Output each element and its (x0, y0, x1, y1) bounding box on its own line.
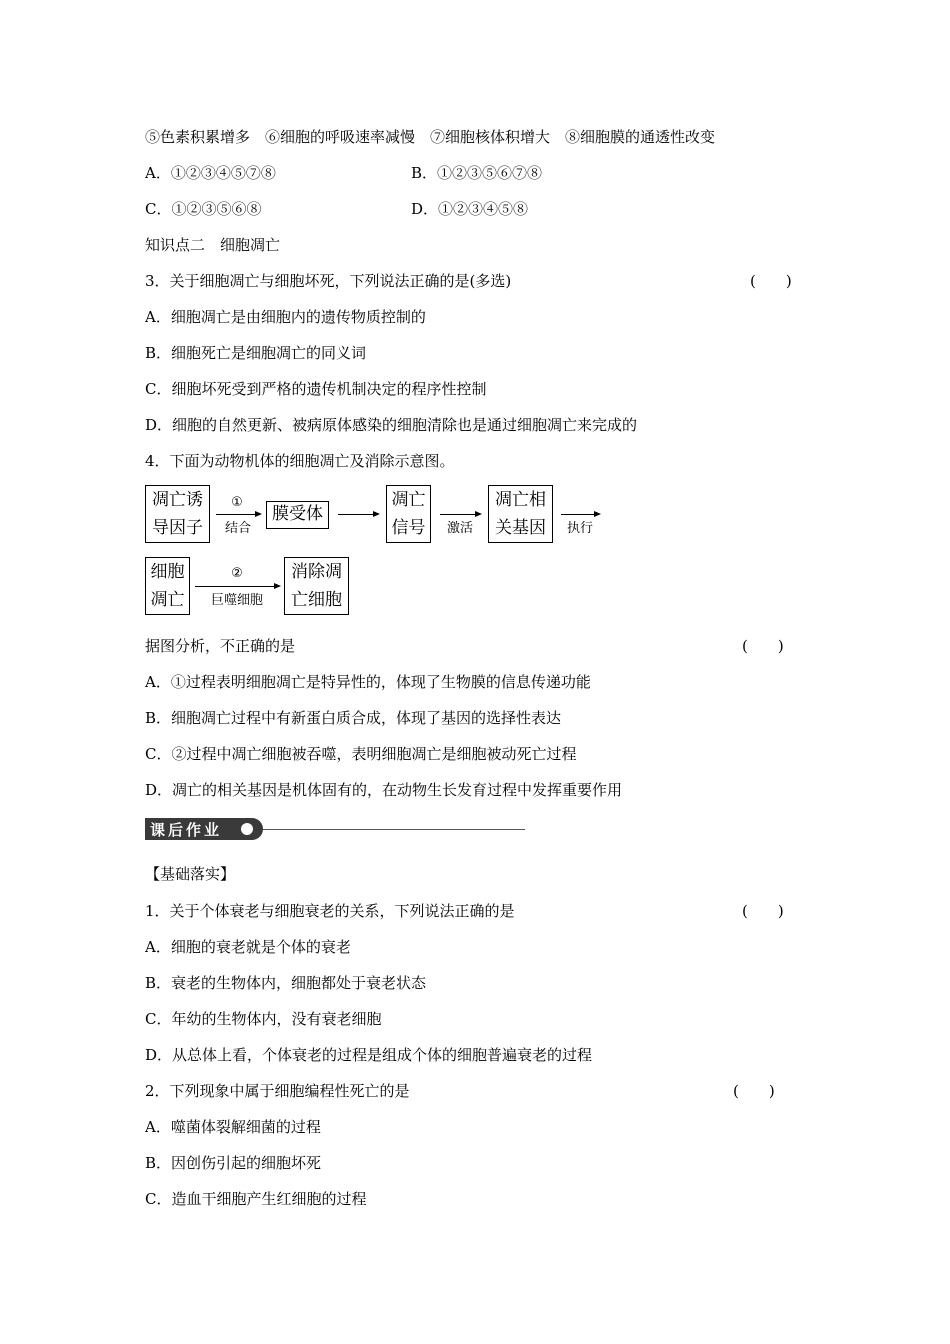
knowledge-point-heading: 知识点二 细胞凋亡 (145, 236, 281, 254)
q2-continued-items: ⑤色素积累增多 ⑥细胞的呼吸速率减慢 ⑦细胞核体积增大 ⑧细胞膜的通透性改变 (145, 128, 716, 146)
hw2-stem: 2．下列现象中属于细胞编程性死亡的是 (145, 1082, 410, 1100)
box-apoptosis-signal (386, 485, 431, 543)
arrow5-label-top: ② (231, 566, 243, 581)
q4-answer-paren: ( ) (742, 637, 784, 655)
hw2-option-a: A．噬菌体裂解细菌的过程 (145, 1118, 321, 1136)
arrow1-label-bottom: 结合 (224, 521, 251, 536)
box-apoptosis-inducer-line2: 导因子 (152, 518, 203, 538)
section-dot-icon (241, 823, 253, 835)
arrow3 (440, 514, 480, 515)
q3-option-b: B．细胞死亡是细胞凋亡的同义词 (145, 344, 367, 362)
q3-option-d: D．细胞的自然更新、被病原体感染的细胞清除也是通过细胞凋亡来完成的 (145, 416, 638, 434)
q3-stem: 3．关于细胞凋亡与细胞坏死，下列说法正确的是(多选) (145, 272, 512, 290)
box-apoptosis-genes-line2: 关基因 (495, 518, 546, 538)
box-cell-apoptosis (145, 557, 190, 615)
arrow3-label-bottom: 激活 (446, 521, 473, 536)
box-apoptosis-genes (488, 485, 553, 543)
arrow1 (216, 514, 260, 515)
arrow5-label-bottom: 巨噬细胞 (210, 593, 263, 608)
box-clear-apoptotic-cells-line2: 亡细胞 (291, 590, 342, 610)
section-title: 课后作业 (150, 821, 223, 839)
hw2-option-c: C．造血干细胞产生红细胞的过程 (145, 1190, 367, 1208)
hw1-stem: 1．关于个体衰老与细胞衰老的关系，下列说法正确的是 (145, 902, 515, 920)
arrow2 (338, 514, 378, 515)
arrow1-label-top: ① (231, 495, 243, 510)
q4-stem: 4．下面为动物机体的细胞凋亡及消除示意图。 (145, 452, 455, 470)
q2-option-d: D．①②③④⑤⑧ (411, 200, 529, 218)
box-membrane-receptor-label: 膜受体 (272, 504, 323, 524)
hw1-option-c: C．年幼的生物体内，没有衰老细胞 (145, 1010, 382, 1028)
q4-option-d: D．凋亡的相关基因是机体固有的，在动物生长发育过程中发挥重要作用 (145, 781, 623, 799)
q2-option-a: A．①②③④⑤⑦⑧ (145, 164, 276, 182)
q3-answer-paren: ( ) (750, 272, 792, 290)
q4-option-a: A．①过程表明细胞凋亡是特异性的，体现了生物膜的信息传递功能 (145, 673, 591, 691)
q2-option-b: B．①②③⑤⑥⑦⑧ (411, 164, 543, 182)
hw1-answer-paren: ( ) (742, 902, 784, 920)
box-clear-apoptotic-cells (284, 557, 349, 615)
q3-option-a: A．细胞凋亡是由细胞内的遗传物质控制的 (145, 308, 426, 326)
arrow4 (561, 514, 599, 515)
hw1-option-b: B．衰老的生物体内，细胞都处于衰老状态 (145, 974, 427, 992)
hw1-option-d: D．从总体上看，个体衰老的过程是组成个体的细胞普遍衰老的过程 (145, 1046, 593, 1064)
box-apoptosis-genes-line1: 凋亡相 (495, 490, 546, 510)
box-cell-apoptosis-line2: 凋亡 (150, 590, 185, 610)
q4-option-c: C．②过程中凋亡细胞被吞噬，表明细胞凋亡是细胞被动死亡过程 (145, 745, 577, 763)
hw1-option-a: A．细胞的衰老就是个体的衰老 (145, 938, 351, 956)
arrow5 (195, 586, 279, 587)
subsection-heading: 【基础落实】 (145, 865, 236, 883)
box-apoptosis-signal-line1: 凋亡 (391, 490, 426, 510)
q4-analysis: 据图分析，不正确的是 (145, 637, 296, 655)
hw2-answer-paren: ( ) (733, 1082, 775, 1100)
box-apoptosis-inducer-line1: 凋亡诱 (152, 490, 203, 510)
box-clear-apoptotic-cells-line1: 消除凋 (291, 562, 342, 582)
box-apoptosis-signal-line2: 信号 (391, 518, 426, 538)
q3-option-c: C．细胞坏死受到严格的遗传机制决定的程序性控制 (145, 380, 487, 398)
box-membrane-receptor (266, 501, 329, 529)
box-apoptosis-inducer (145, 485, 210, 543)
q4-option-b: B．细胞凋亡过程中有新蛋白质合成，体现了基因的选择性表达 (145, 709, 562, 727)
hw2-option-b: B．因创伤引起的细胞坏死 (145, 1154, 322, 1172)
q2-option-c: C．①②③⑤⑥⑧ (145, 200, 262, 218)
box-cell-apoptosis-line1: 细胞 (150, 562, 185, 582)
arrow4-label-bottom: 执行 (566, 521, 593, 536)
section-divider (263, 829, 525, 830)
